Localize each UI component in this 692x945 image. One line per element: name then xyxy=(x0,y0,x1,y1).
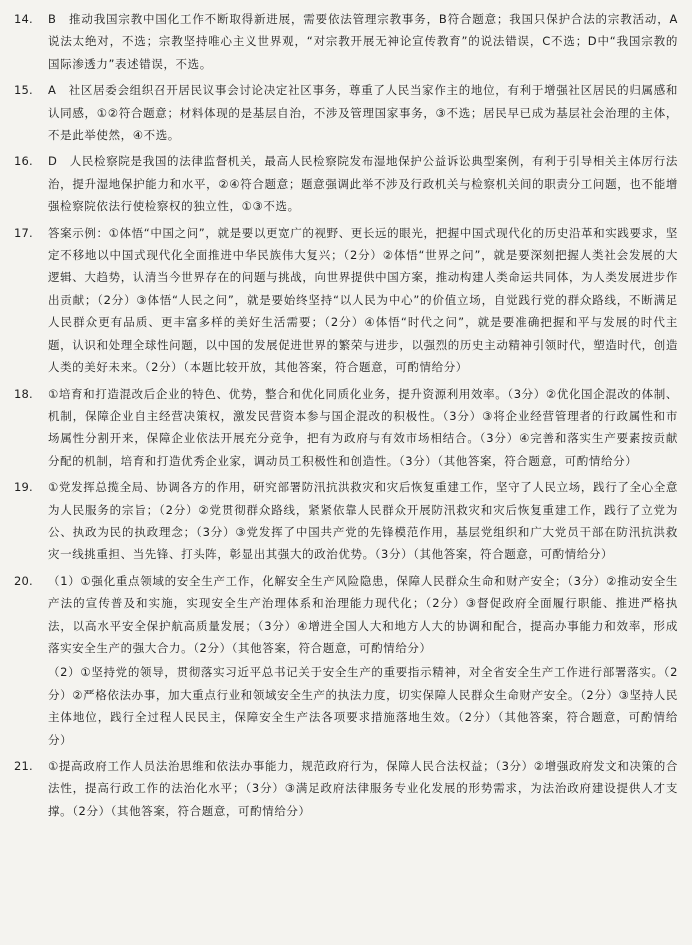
item-number: 20. xyxy=(14,573,33,588)
answer-item-17 xyxy=(14,222,678,379)
item-number: 16. xyxy=(14,154,33,169)
item-body xyxy=(48,79,678,146)
item-paragraph: B 推动我国宗教中国化工作不断取得新进展，需要依法管理宗教事务，B符合题意；我国只保护合法的宗教活动，A说法太绝对，不选；宗教坚持唯心主义世界观，“对宗教开展无神论宣传教育”的说法错误，C不选；D中“我国宗教的国际渗透力”表述错误，不选。 xyxy=(48,12,678,71)
item-number: 21. xyxy=(14,759,33,773)
item-body xyxy=(48,8,678,75)
item-number: 14. xyxy=(14,12,33,26)
answer-item-16 xyxy=(14,150,678,217)
item-body xyxy=(48,570,678,751)
answer-item-19 xyxy=(14,476,678,566)
item-body xyxy=(48,150,678,217)
item-number: 18. xyxy=(14,386,33,401)
item-number: 17. xyxy=(14,225,33,240)
item-paragraph: 答案示例：①体悟“中国之问”，就是要以更宽广的视野、更长远的眼光，把握中国式现代化的历史沿革和实践要求，坚定不移地以中国式现代化全面推进中华民族伟大复兴；（2分）②体悟“世界之问”，就是要深刻把握人类社会发展的大逻辑、大趋势，认清当今世界存在的问题与挑战，向世界提供中国方案，推动构建人类命运共同体，为人类发展进步作出贡献；（2分）③体悟“人民之问”，就是要始终坚持“以人民为中心”的价值立场，自觉践行党的群众路线，不断满足人民群众更有品质、更丰富多样的美好生活需要；（2分）④体悟“时代之问”，就是要准确把握和平与发展的时代主题，认识和处理全球性问题，以中国的发展促进世界的繁荣与进步，以强烈的历史主动精神引领时代，塑造时代，创造人类的美好未来。（2分）（本题比较开放，其他答案，符合题意，可酌情给分） xyxy=(48,225,678,375)
answer-item-21 xyxy=(14,755,678,822)
item-number: 19. xyxy=(14,480,33,495)
item-number: 15. xyxy=(14,83,33,98)
answer-item-14 xyxy=(14,8,678,75)
item-paragraph: ①培育和打造混改后企业的特色、优势，整合和优化同质化业务，提升资源利用效率。（3分）②优化国企混改的体制、机制，保障企业自主经营决策权，激发民营资本参与国企混改的积极性。（3分）③将企业经营管理者的行政属性和市场属性分割开来，保障企业依法开展充分竞争，把有为政府与有效市场相结合。（3分）④完善和落实生产要素按贡献分配的机制，培育和打造优秀企业家，调动员工积极性和创造性。（3分）（其他答案，符合题意，可酌情给分） xyxy=(48,386,678,468)
item-body xyxy=(48,755,678,822)
answer-item-18 xyxy=(14,383,678,473)
answer-item-15 xyxy=(14,79,678,146)
item-body xyxy=(48,476,678,566)
answer-item-20 xyxy=(14,570,678,751)
item-paragraph: （2）①坚持党的领导，贯彻落实习近平总书记关于安全生产的重要指示精神，对全省安全生产工作进行部署落实。（2分）②严格依法办事，加大重点行业和领域安全生产的执法力度，切实保障人民群众生命财产安全。（2分）③坚持人民主体地位，践行全过程人民民主，保障安全生产法各项要求措施落地生效。（2分）（其他答案，符合题意，可酌情给分） xyxy=(48,665,678,747)
item-body xyxy=(48,222,678,379)
item-paragraph: （1）①强化重点领域的安全生产工作，化解安全生产风险隐患，保障人民群众生命和财产安全；（3分）②推动安全生产法的宣传普及和实施，实现安全生产治理体系和治理能力现代化；（2分）③督促政府全面履行职能、推进严格执法，以高水平安全保护航高质量发展；（3分）④增进全国人大和地方人大的协调和配合，提高办事能力和效率，形成落实安全生产的强大合力。（2分）（其他答案，符合题意，可酌情给分） xyxy=(48,573,678,655)
item-paragraph: A 社区居委会组织召开居民议事会讨论决定社区事务，尊重了人民当家作主的地位，有利于增强社区居民的归属感和认同感，①②符合题意；材料体现的是基层自治，不涉及管理国家事务，③不选；居民早已成为基层社会治理的主体，不是此举使然，④不选。 xyxy=(48,83,678,143)
item-paragraph: D 人民检察院是我国的法律监督机关，最高人民检察院发布湿地保护公益诉讼典型案例，有利于引导相关主体厉行法治，提升湿地保护能力和水平，②④符合题意；题意强调此举不涉及行政机关与检察机关间的职责分工问题，也不能增强检察院依法行使检察权的独立性，①③不选。 xyxy=(48,154,678,214)
item-paragraph: ①党发挥总揽全局、协调各方的作用，研究部署防汛抗洪救灾和灾后恢复重建工作，坚守了人民立场，践行了全心全意为人民服务的宗旨；（2分）②党贯彻群众路线，紧紧依靠人民群众开展防汛救灾和灾后恢复重建工作，践行了立党为公、执政为民的执政理念；（3分）③党发挥了中国共产党的先锋模范作用，基层党组织和广大党员干部在防汛抗洪救灾一线挑重担、当先锋、打头阵，彰显出其强大的政治优势。（3分）（其他答案，符合题意，可酌情给分） xyxy=(48,480,678,562)
item-body xyxy=(48,383,678,473)
item-paragraph: ①提高政府工作人员法治思维和依法办事能力，规范政府行为，保障人民合法权益；（3分）②增强政府发文和决策的合法性，提高行政工作的法治化水平；（3分）③满足政府法律服务专业化发展的形势需求，为法治政府建设提供人才支撑。（2分）（其他答案，符合题意，可酌情给分） xyxy=(48,759,678,818)
